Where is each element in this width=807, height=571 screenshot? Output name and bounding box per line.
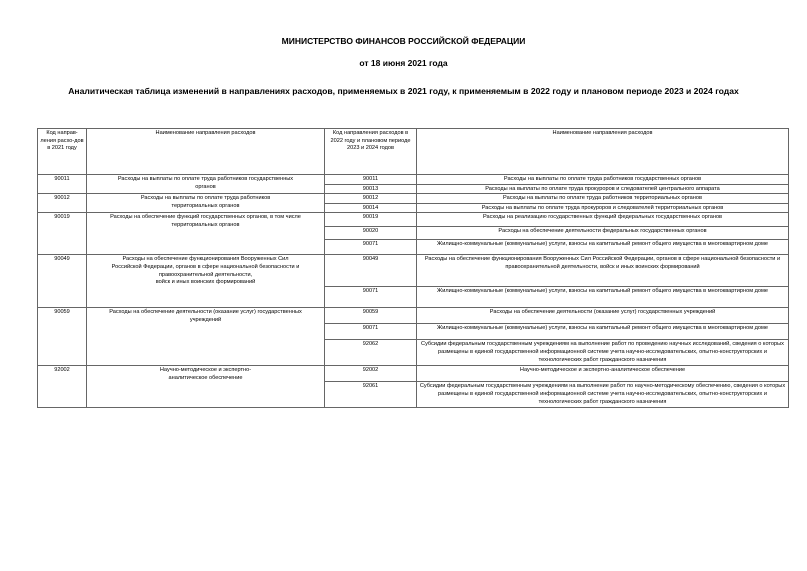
old-name-line: аналитическое обеспечение xyxy=(168,374,243,381)
old-code-cell: 90019 xyxy=(38,213,87,255)
changes-table xyxy=(37,128,789,408)
old-name-line: Расходы на обеспечение деятельности (оказание услуг) государственных xyxy=(109,309,302,316)
old-name-cell xyxy=(87,366,325,408)
new-name-cell: Расходы на выплаты по оплате труда прокуроров и следователей территориальных органов xyxy=(417,203,789,213)
old-code-cell: 90011 xyxy=(38,175,87,194)
header-name-old: Наименование направления расходов xyxy=(87,129,325,175)
old-name-line: органов xyxy=(195,183,216,190)
old-name-cell xyxy=(87,175,325,194)
new-code-cell: 90012 xyxy=(325,194,417,204)
old-name-line: правоохранительной деятельности, xyxy=(158,271,253,278)
old-code-cell: 90012 xyxy=(38,194,87,213)
table-body xyxy=(38,175,789,408)
old-name-line: Расходы на обеспечение функций государственных органов, в том числе xyxy=(110,214,301,221)
old-name-line: войск и иных воинских формирований xyxy=(155,279,256,286)
new-name-cell: Субсидии федеральным государственным учреждениям на выполнение работ по научно-методическому обеспечению, сведения о которых размещены в единой государственной информационной системе учета научно-исследовательских, опытно-конструкторских и технологических работ гражданского назначения xyxy=(417,382,789,408)
old-name-line: Расходы на выплаты по оплате труда работников государственных xyxy=(117,176,294,182)
old-name-cell xyxy=(87,255,325,308)
header-code-new: Код направления расходов в 2022 году и плановом периоде 2023 и 2024 годов xyxy=(325,129,417,175)
old-name-cell xyxy=(87,194,325,213)
old-name-cell xyxy=(87,308,325,366)
old-name-line: территориальных органов xyxy=(171,202,240,209)
new-name-cell: Расходы на выплаты по оплате труда работников территориальных органов xyxy=(417,194,789,204)
header-code-2021: Код направ-ления расхо-дов в 2021 году xyxy=(38,129,87,175)
new-code-cell: 92061 xyxy=(325,382,417,408)
new-code-cell: 90011 xyxy=(325,175,417,185)
new-name-cell: Научно-методическое и экспертно-аналитическое обеспечение xyxy=(417,366,789,382)
old-name-cell xyxy=(87,213,325,255)
table-row xyxy=(38,194,789,204)
old-name-line: учреждений xyxy=(189,316,222,323)
old-name-line: территориальных органов xyxy=(171,221,240,228)
new-name-cell: Расходы на выплаты по оплате труда прокуроров и следователей центрального аппарата xyxy=(417,184,789,194)
new-name-cell: Расходы на выплаты по оплате труда работников государственных органов xyxy=(417,175,789,185)
new-name-cell: Жилищно-коммунальные (коммунальные) услуги, взносы на капитальный ремонт общего имущества в многоквартирном доме xyxy=(417,324,789,340)
old-name-line: Научно-методическое и экспертно- xyxy=(159,367,252,374)
new-code-cell: 90071 xyxy=(325,287,417,308)
new-code-cell: 90019 xyxy=(325,213,417,227)
table-row xyxy=(38,308,789,324)
new-code-cell: 90020 xyxy=(325,227,417,240)
document-date: от 18 июня 2021 года xyxy=(359,58,448,68)
old-code-cell: 90059 xyxy=(38,308,87,366)
table-row xyxy=(38,255,789,287)
document-title: Аналитическая таблица изменений в направлениях расходов, применяемых в 2021 году, к применяемым в 2022 году и плановом периоде 2023 и 2024 годах xyxy=(68,86,739,96)
new-name-cell: Жилищно-коммунальные (коммунальные) услуги, взносы на капитальный ремонт общего имущества в многоквартирном доме xyxy=(417,240,789,255)
new-code-cell: 92002 xyxy=(325,366,417,382)
new-code-cell: 90071 xyxy=(325,240,417,255)
header-name-new: Наименование направления расходов xyxy=(417,129,789,175)
old-code-cell: 92002 xyxy=(38,366,87,408)
new-name-cell: Субсидии федеральным государственным учреждениям на выполнение работ по проведению научных исследований, сведения о которых размещены в единой государственной информационной системе учета научно-исследовательских, опытно-конструкторских и технологических работ гражданского назначения xyxy=(417,340,789,366)
table-row xyxy=(38,175,789,185)
old-name-line: Расходы на обеспечение функционирования Вооруженных Сил xyxy=(122,256,289,263)
new-name-cell: Расходы на обеспечение функционирования Вооруженных Сил Российской Федерации, органов в сфере национальной безопасности и правоохранительной деятельности, войск и иных воинских формирований xyxy=(417,255,789,287)
table-row xyxy=(38,213,789,227)
new-code-cell: 90071 xyxy=(325,324,417,340)
new-code-cell: 90049 xyxy=(325,255,417,287)
new-name-cell: Расходы на обеспечение деятельности (оказание услуг) государственных учреждений xyxy=(417,308,789,324)
table-row xyxy=(38,366,789,382)
new-code-cell: 90059 xyxy=(325,308,417,324)
new-code-cell: 92062 xyxy=(325,340,417,366)
table-header-row xyxy=(38,129,789,175)
new-name-cell: Расходы на реализацию государственных функций федеральных государственных органов xyxy=(417,213,789,227)
new-name-cell: Жилищно-коммунальные (коммунальные) услуги, взносы на капитальный ремонт общего имущества в многоквартирном доме xyxy=(417,287,789,308)
new-name-cell: Расходы на обеспечение деятельности федеральных государственных органов xyxy=(417,227,789,240)
old-code-cell: 90049 xyxy=(38,255,87,308)
old-name-line: Российской Федерации, органов в сфере национальной безопасности и xyxy=(111,263,300,270)
new-code-cell: 90013 xyxy=(325,184,417,194)
new-code-cell: 90014 xyxy=(325,203,417,213)
ministry-title: МИНИСТЕРСТВО ФИНАНСОВ РОССИЙСКОЙ ФЕДЕРАЦИИ xyxy=(281,36,526,46)
old-name-line: Расходы на выплаты по оплате труда работников xyxy=(140,195,271,202)
